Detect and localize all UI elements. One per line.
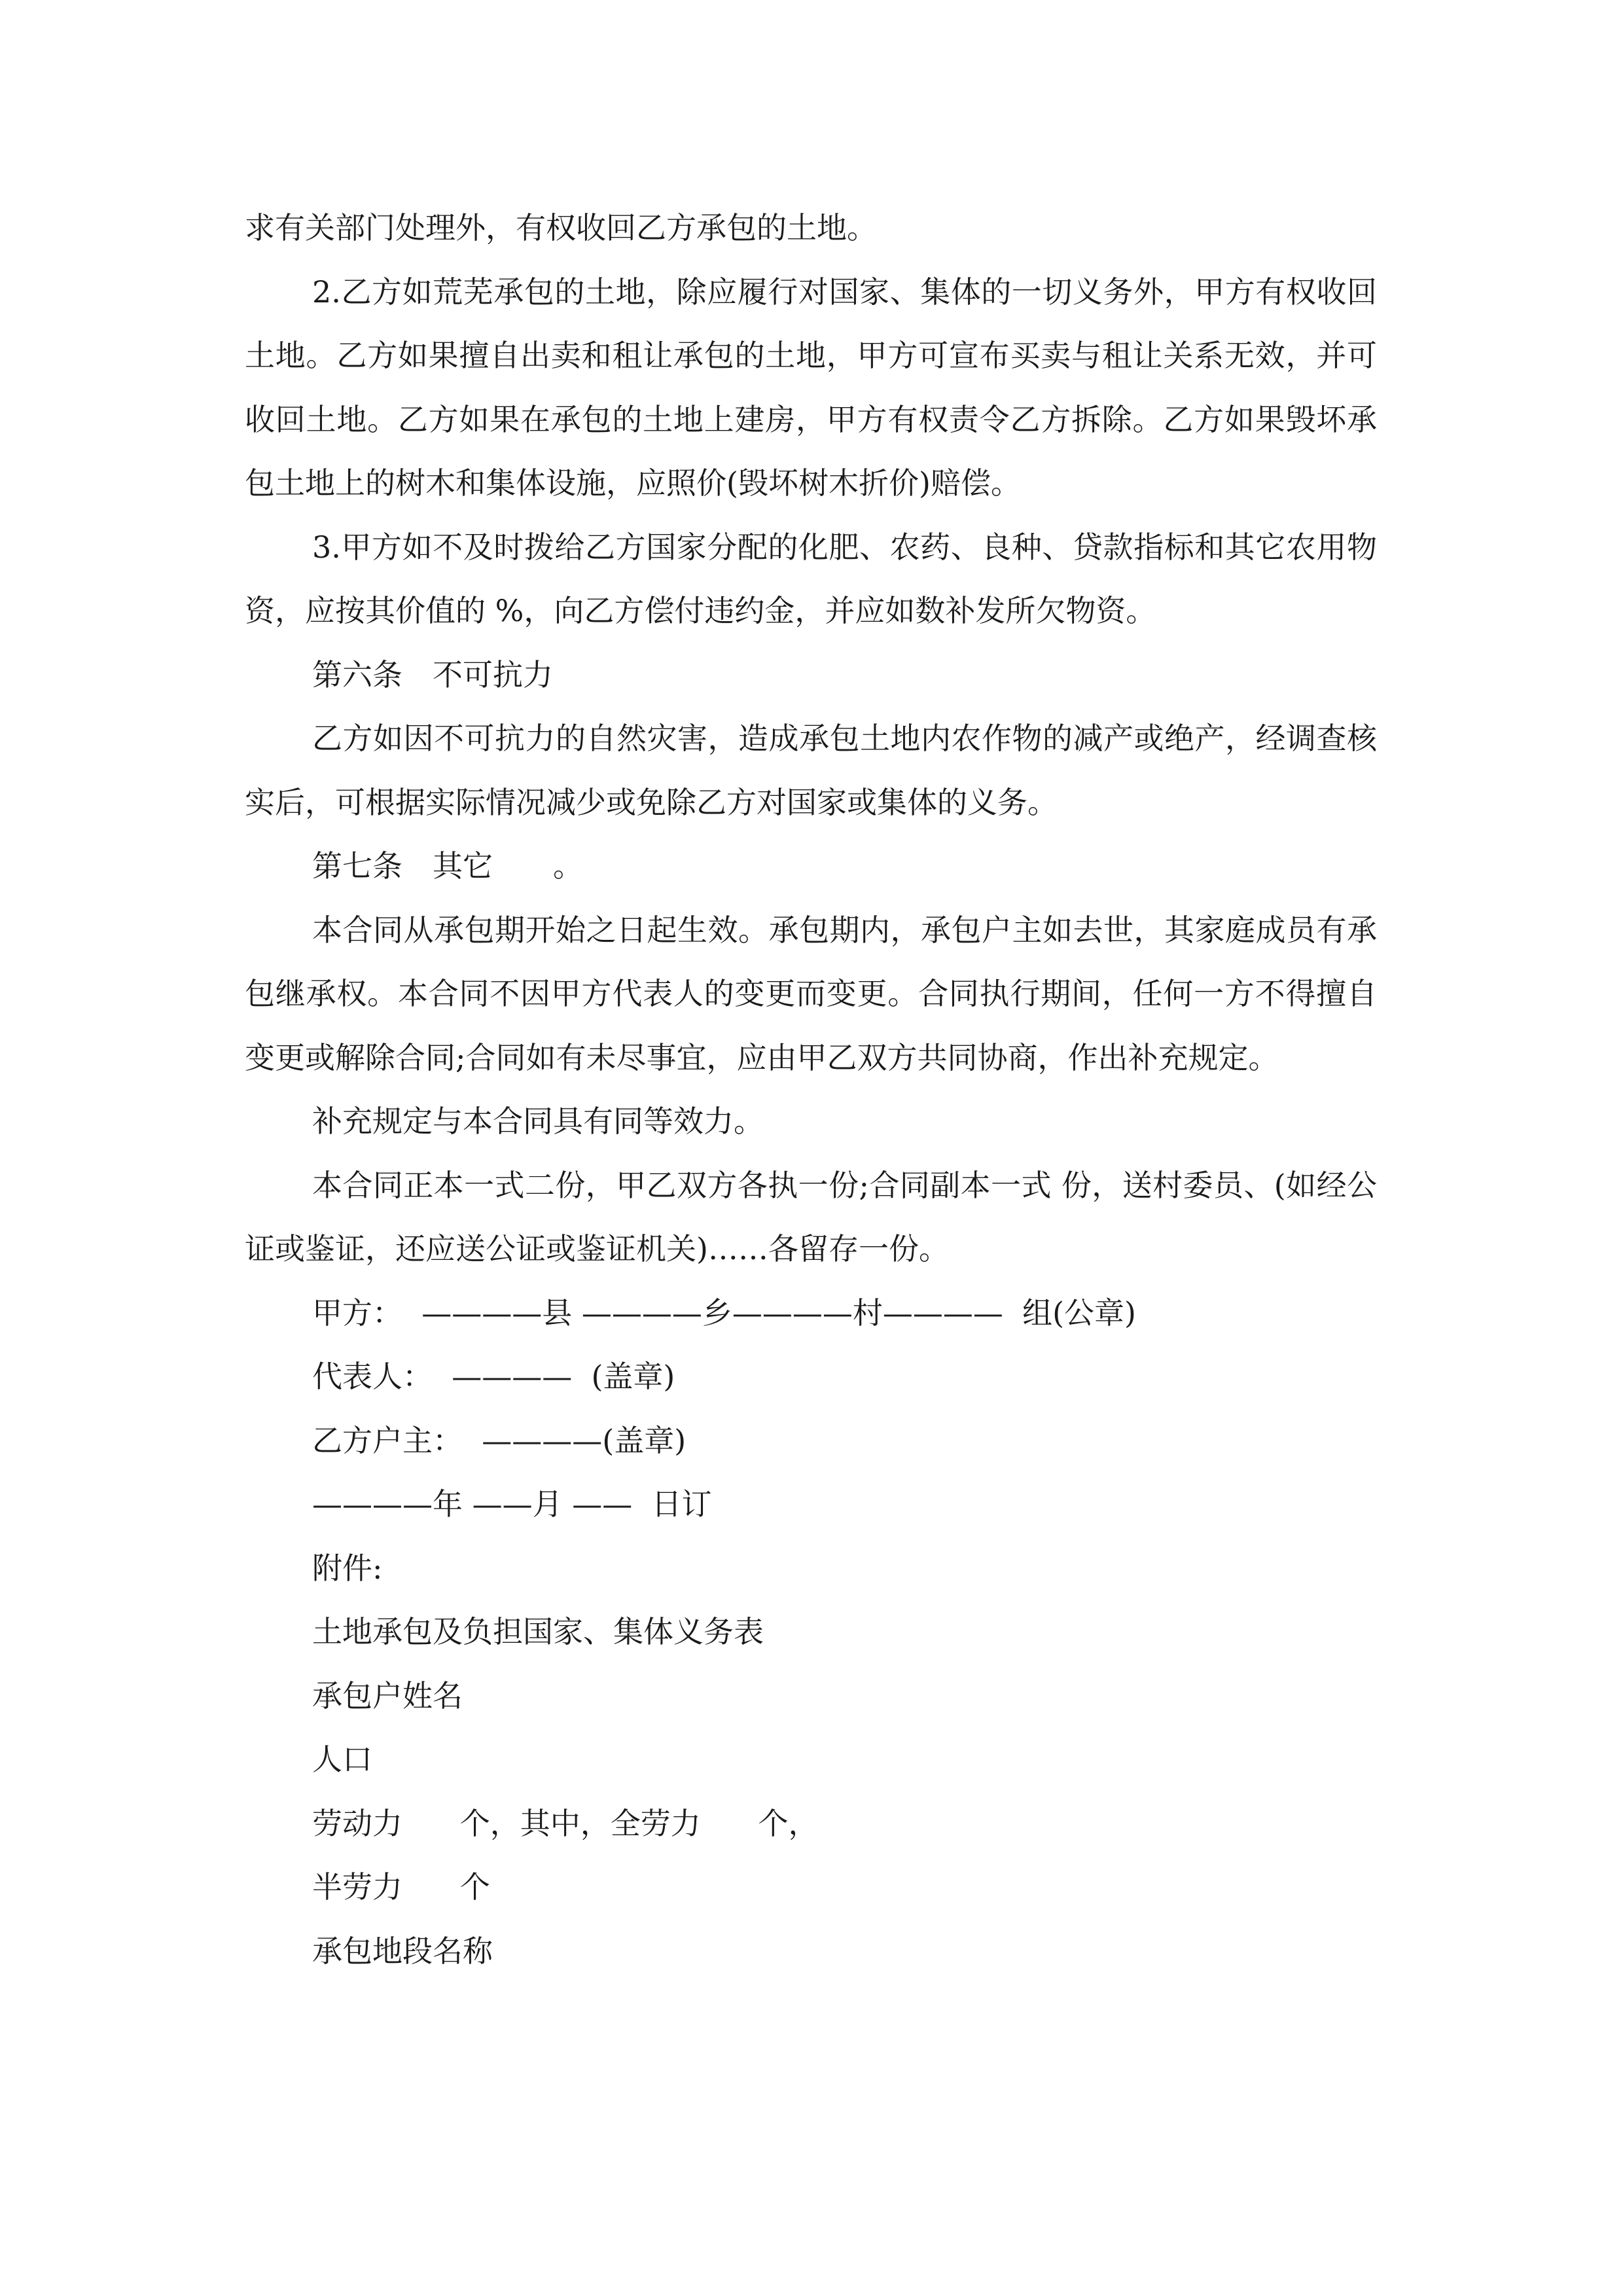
- article-6-heading: 第六条 不可抗力: [312, 656, 553, 692]
- paragraph-supplement: 补充规定与本合同具有同等效力。: [312, 1103, 764, 1139]
- party-b-line: 乙方户主： ————(盖章): [312, 1422, 687, 1458]
- article-7-heading: 第七条 其它 。: [312, 848, 583, 884]
- paragraph-force-majeure: 乙方如因不可抗力的自然灾害，造成承包土地内农作物的减产或绝产，经调查核实后，可根据实际情况减少或免除乙方对国家或集体的义务。: [245, 721, 1377, 820]
- representative-line: 代表人： ———— (盖章): [312, 1359, 675, 1394]
- paragraph-continuation: 求有关部门处理外，有权收回乙方承包的土地。: [245, 210, 877, 245]
- paragraph-effectiveness: 本合同从承包期开始之日起生效。承包期内，承包户主如去世，其家庭成员有承包继承权。本合同不因甲方代表人的变更而变更。合同执行期间，任何一方不得擅自变更或解除合同;合同如有未尽事宜，应由甲乙双方共同协商，作出补充规定。: [245, 912, 1377, 1075]
- labor-field: 劳动力 个，其中，全劳力 个，: [312, 1805, 819, 1841]
- contract-body: [245, 196, 1377, 1983]
- household-name-field: 承包户姓名: [312, 1677, 463, 1713]
- paragraph-copies: 本合同正本一式二份，甲乙双方各执一份;合同副本一式 份，送村委员、(如经公证或鉴证，还应送公证或鉴证机关)……各留存一份。: [245, 1167, 1377, 1266]
- attachment-label: 附件:: [312, 1550, 383, 1586]
- attachment-title: 土地承包及负担国家、集体义务表: [312, 1614, 764, 1649]
- population-field: 人口: [312, 1742, 372, 1777]
- paragraph-clause-3: 3.甲方如不及时拨给乙方国家分配的化肥、农药、良种、贷款指标和其它农用物资，应按其价值的 %，向乙方偿付违约金，并应如数补发所欠物资。: [245, 529, 1377, 628]
- half-labor-field: 半劳力 个: [312, 1869, 490, 1905]
- date-line: ————年 ——月 —— 日订: [312, 1486, 712, 1522]
- plot-name-field: 承包地段名称: [312, 1933, 493, 1969]
- paragraph-clause-2: 2.乙方如荒芜承包的土地，除应履行对国家、集体的一切义务外，甲方有权收回土地。乙方如果擅自出卖和租让承包的土地，甲方可宣布买卖与租让关系无效，并可收回土地。乙方如果在承包的土地上建房，甲方有权责令乙方拆除。乙方如果毁坏承包土地上的树木和集体设施，应照价(毁坏树木折价)赔偿。: [245, 274, 1377, 501]
- party-a-line: 甲方： ————县 ————乡————村———— 组(公章): [312, 1295, 1137, 1331]
